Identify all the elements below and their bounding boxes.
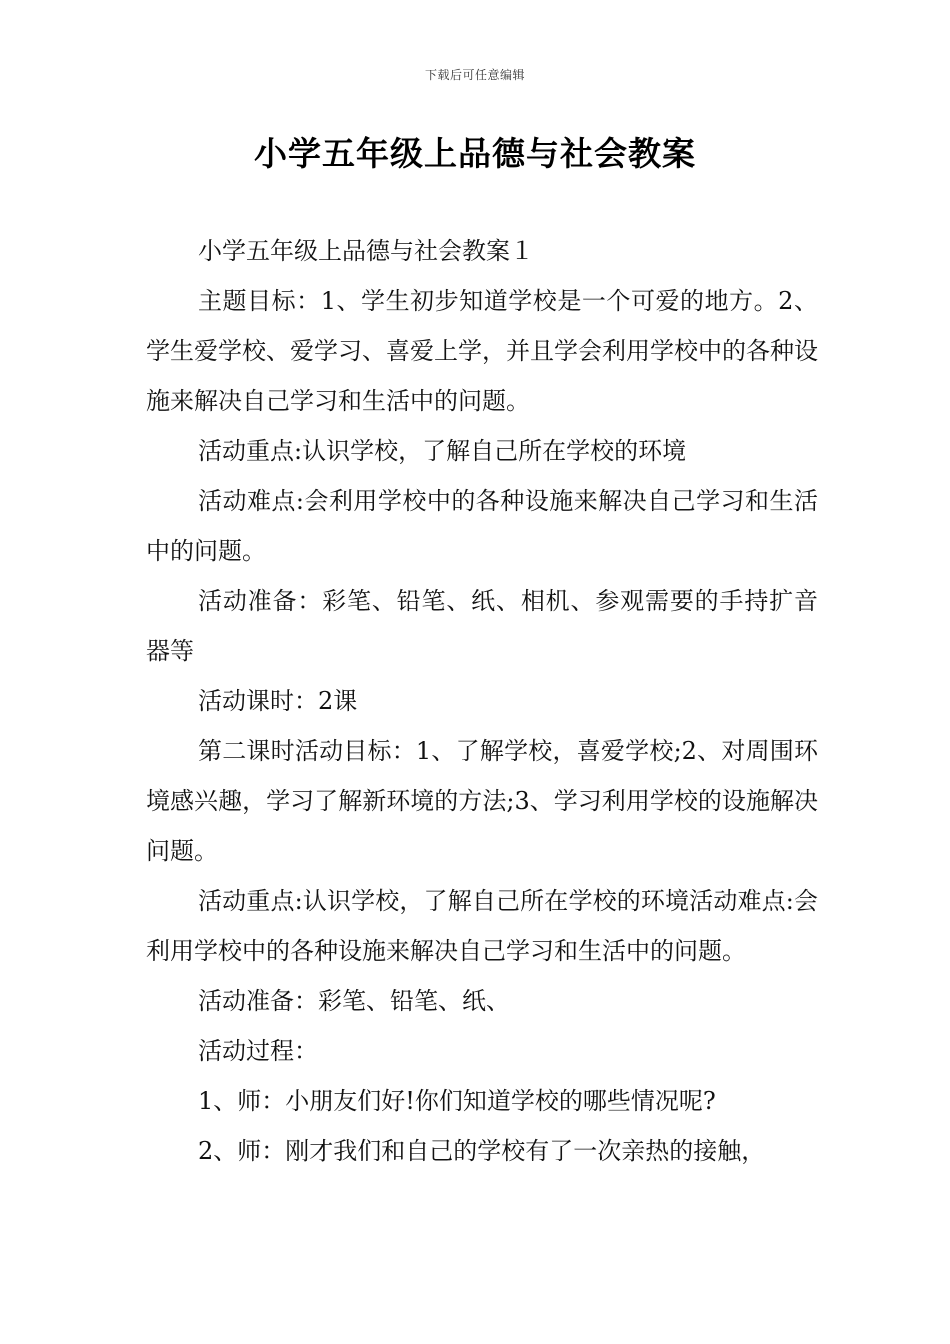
paragraph: 小学五年级上品德与社会教案１ (198, 237, 534, 265)
document-title: 小学五年级上品德与社会教案 (254, 134, 696, 173)
paragraph: 1、师：小朋友们好!你们知道学校的哪些情况呢? (198, 1087, 716, 1115)
paragraph: 活动重点:认识学校，了解自己所在学校的环境活动难点:会利用学校中的各种设施来解决自己学习和生活中的问题。 (146, 887, 818, 965)
paragraph: 活动准备：彩笔、铅笔、纸、相机、参观需要的手持扩音器等 (146, 587, 818, 665)
paragraph: 活动难点:会利用学校中的各种设施来解决自己学习和生活中的问题。 (146, 487, 818, 565)
header-note: 下载后可任意编辑 (424, 68, 525, 82)
document-body (146, 226, 818, 1176)
paragraph: 活动重点:认识学校，了解自己所在学校的环境 (198, 437, 687, 465)
paragraph: 活动课时：2课 (198, 687, 358, 715)
paragraph: 第二课时活动目标：1、了解学校，喜爱学校;2、对周围环境感兴趣，学习了解新环境的方法;3、学习利用学校的设施解决问题。 (146, 737, 818, 865)
paragraph: 活动过程： (198, 1037, 318, 1065)
paragraph: 2、师：刚才我们和自己的学校有了一次亲热的接触， (198, 1137, 766, 1165)
paragraph: 活动准备：彩笔、铅笔、纸、 (198, 987, 510, 1015)
paragraph: 主题目标：1、学生初步知道学校是一个可爱的地方。2、学生爱学校、爱学习、喜爱上学，并且学会利用学校中的各种设施来解决自己学习和生活中的问题。 (146, 287, 818, 415)
